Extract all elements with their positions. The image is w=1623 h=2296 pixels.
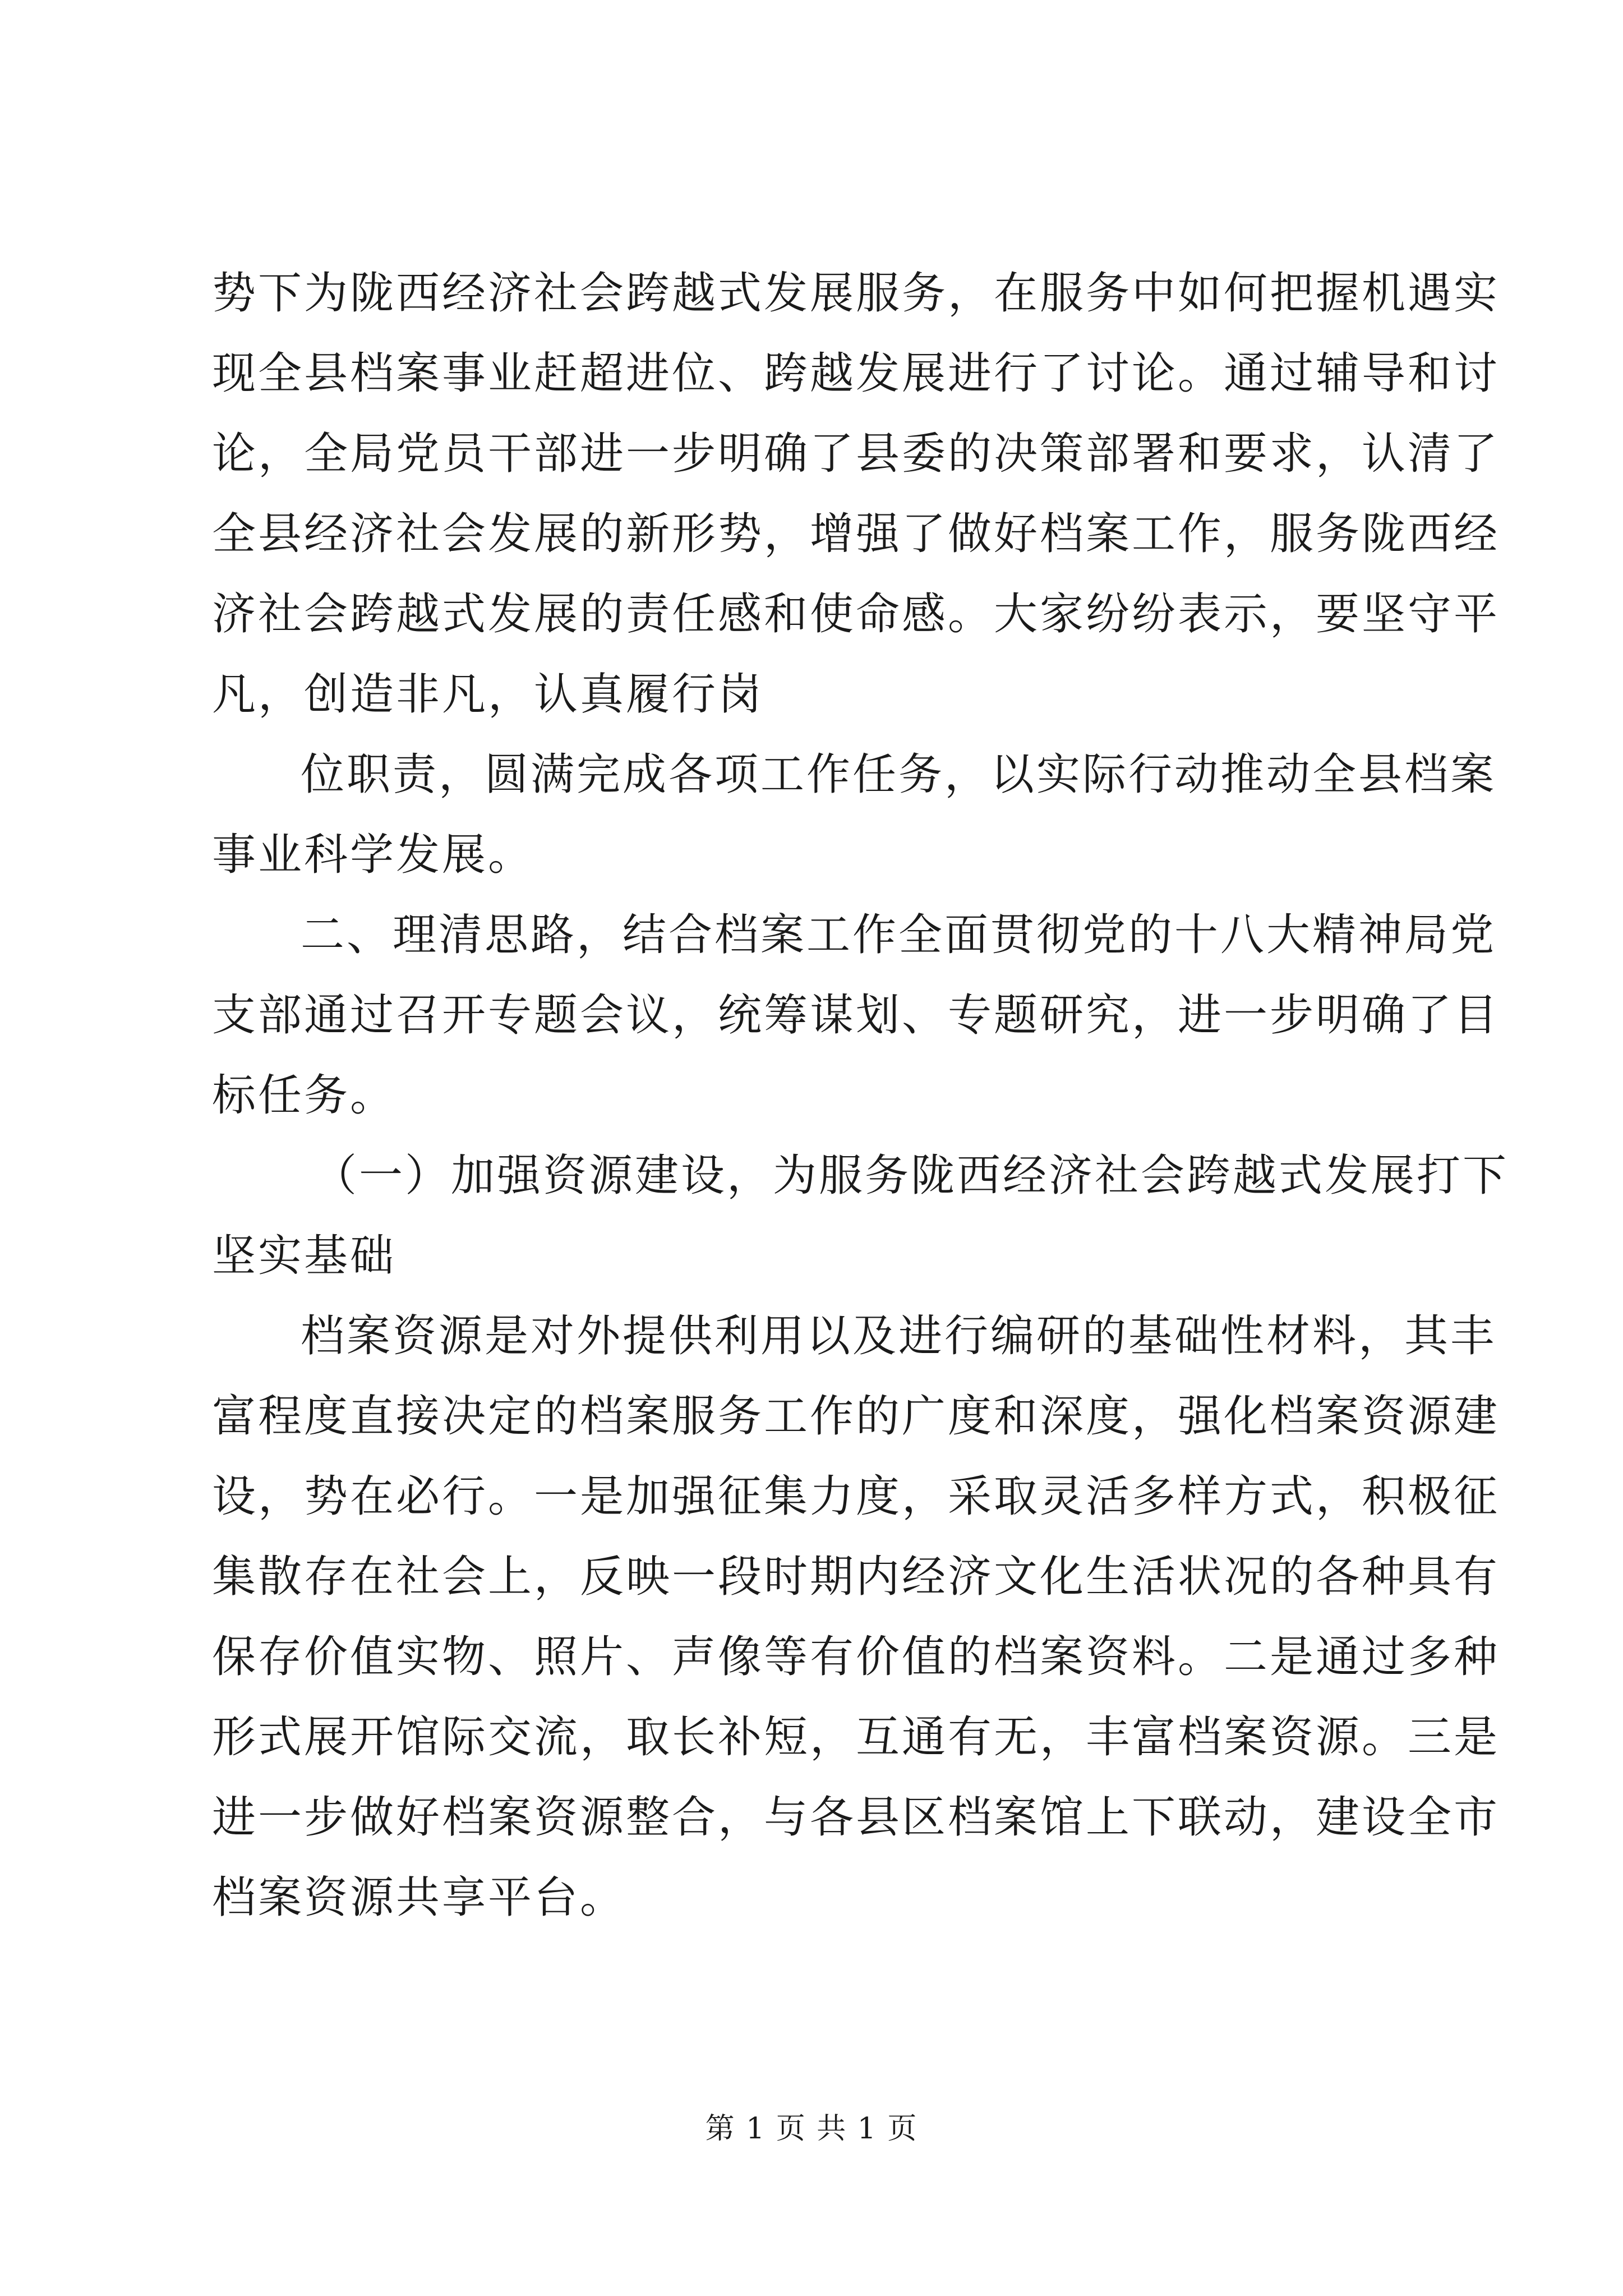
text-line: 进一步做好档案资源整合，与各县区档案馆上下联动，建设全市 xyxy=(212,1792,1500,1843)
page-number-footer: 第 1 页 共 1 页 xyxy=(705,2112,918,2146)
text-line: 保存价值实物、照片、声像等有价值的档案资料。二是通过多种 xyxy=(212,1632,1500,1682)
text-line: 富程度直接决定的档案服务工作的广度和深度，强化档案资源建 xyxy=(212,1391,1500,1442)
paragraph-first-line: 位职责，圆满完成各项工作任务，以实际行动推动全县档案 xyxy=(301,749,1497,800)
text-line: 设，势在必行。一是加强征集力度，采取灵活多样方式，积极征 xyxy=(212,1471,1500,1522)
text-line: 标任务。 xyxy=(212,1070,396,1121)
text-line: 事业科学发展。 xyxy=(212,830,534,880)
text-line: 济社会跨越式发展的责任感和使命感。大家纷纷表示，要坚守平 xyxy=(212,589,1500,639)
text-line: 档案资源共享平台。 xyxy=(212,1872,626,1923)
text-line: 凡，创造非凡，认真履行岗 xyxy=(212,669,764,720)
text-line: 全县经济社会发展的新形势，增强了做好档案工作，服务陇西经 xyxy=(212,509,1500,559)
text-line: 支部通过召开专题会议，统筹谋划、专题研究，进一步明确了目 xyxy=(212,990,1500,1041)
text-line: 形式展开馆际交流，取长补短，互通有无，丰富档案资源。三是 xyxy=(212,1712,1500,1763)
subsection-heading-1: （一）加强资源建设，为服务陇西经济社会跨越式发展打下 xyxy=(313,1151,1509,1201)
text-line: 现全县档案事业赶超进位、跨越发展进行了讨论。通过辅导和讨 xyxy=(212,348,1500,399)
text-line: 坚实基础 xyxy=(212,1231,396,1281)
paragraph-first-line: 档案资源是对外提供利用以及进行编研的基础性材料，其丰 xyxy=(301,1311,1497,1361)
text-line: 论，全局党员干部进一步明确了县委的决策部署和要求，认清了 xyxy=(212,429,1500,479)
section-heading-2: 二、理清思路，结合档案工作全面贯彻党的十八大精神局党 xyxy=(301,910,1497,960)
document-body xyxy=(212,254,1509,1938)
text-line: 集散存在社会上，反映一段时期内经济文化生活状况的各种具有 xyxy=(212,1552,1500,1602)
text-line: 势下为陇西经济社会跨越式发展服务，在服务中如何把握机遇实 xyxy=(212,268,1500,319)
